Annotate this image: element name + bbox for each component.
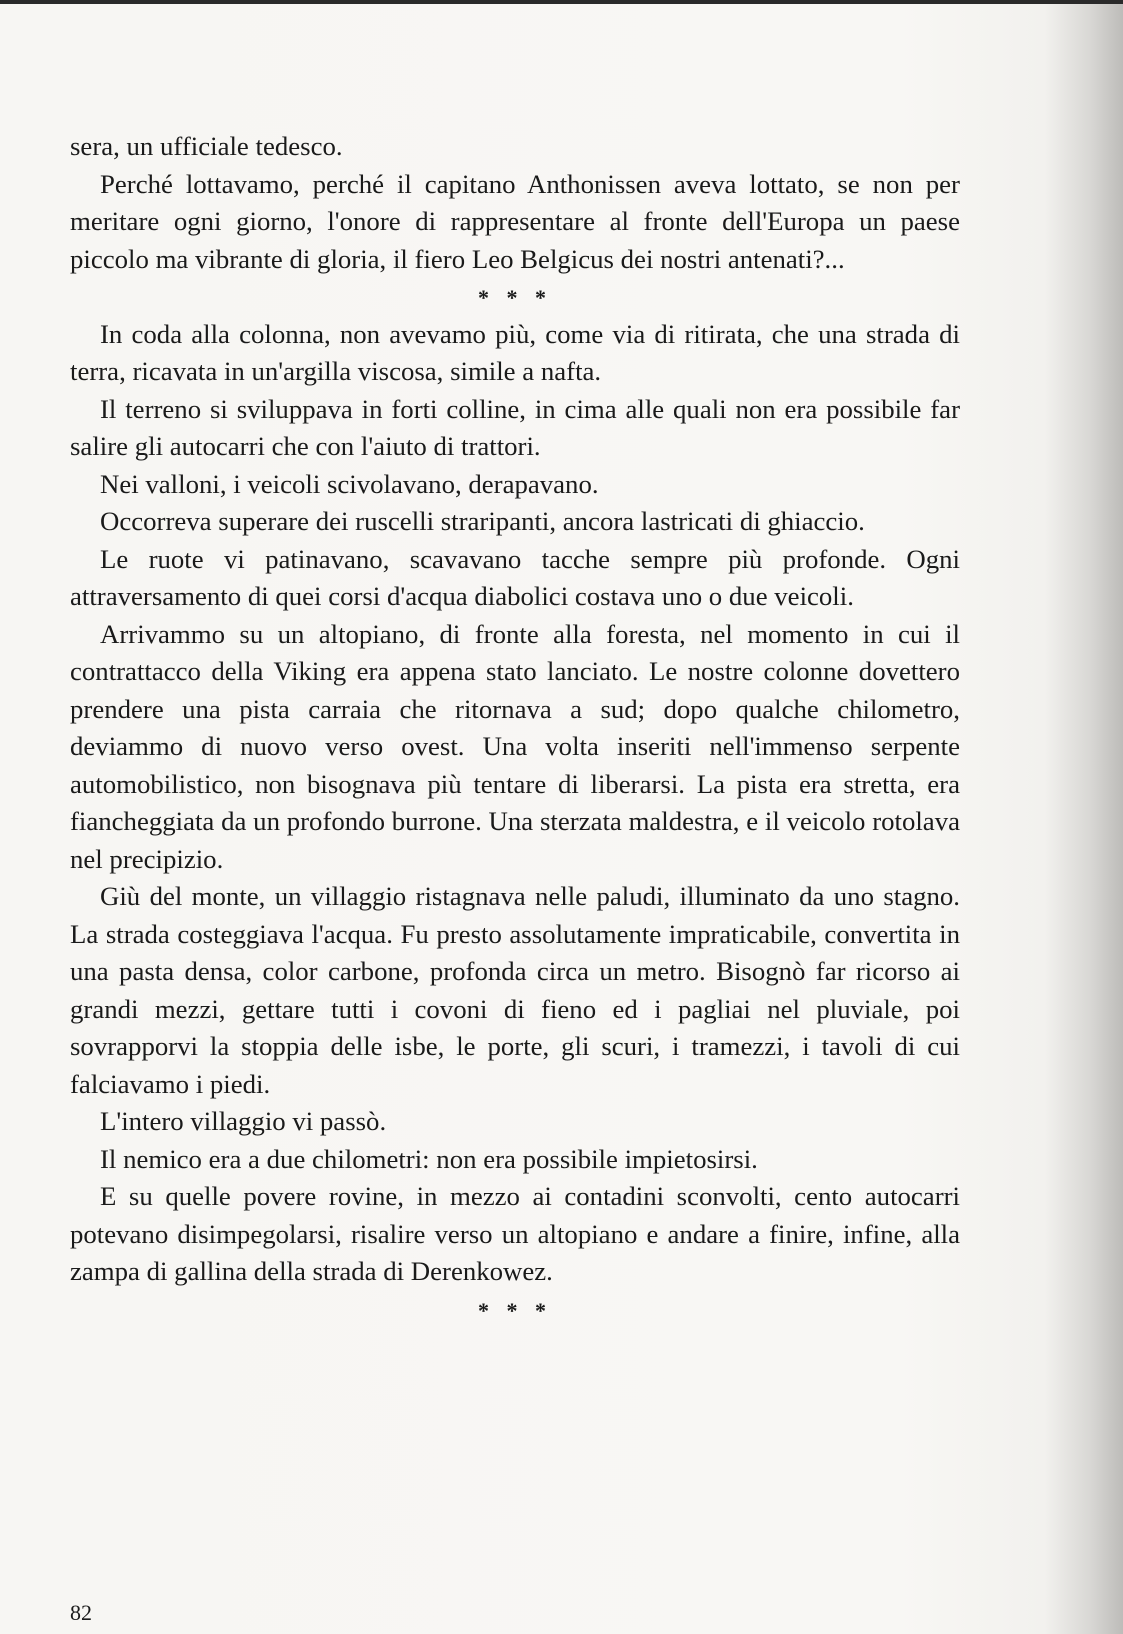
section-separator: * * * [478,1297,552,1323]
paragraph: Perché lottavamo, perché il capitano Anthonissen aveva lottato, se non per meritare ogni giorno, l'onore di rappresentare al fronte dell'Europa un paese piccolo ma vibrante di gloria, il fiero Leo Belgicus dei nostri antenati?... [70,168,960,274]
paragraph: Le ruote vi patinavano, scavavano tacche sempre più profonde. Ogni attraversamento di quei corsi d'acqua diabolici costava uno o due veicoli. [70,543,960,611]
paragraph: Giù del monte, un villaggio ristagnava nelle paludi, illuminato da uno stagno. La strada costeggiava l'acqua. Fu presto assolutamente impraticabile, convertita in una pasta densa, color carbone, profonda circa un metro. Bisognò far ricorso ai grandi mezzi, gettare tutti i covoni di fieno ed i pagliai nel pluviale, poi sovrapporvi la stoppia delle isbe, le porte, gli scuri, i tramezzi, i tavoli di cui falciavamo i piedi. [70,881,960,1099]
paragraph: sera, un ufficiale tedesco. [70,131,343,161]
paragraph: L'intero villaggio vi passò. [100,1106,387,1136]
top-rule [0,0,1123,4]
paragraph: Occorreva superare dei ruscelli straripanti, ancora lastricati di ghiaccio. [100,506,865,536]
paragraph: Nei valloni, i veicoli scivolavano, derapavano. [100,468,599,499]
paragraph: Il terreno si sviluppava in forti colline, in cima alle quali non era possibile far salire gli autocarri che con l'aiuto di trattori. [70,393,960,461]
page-number: 82 [70,1600,92,1625]
paragraph: E su quelle povere rovine, in mezzo ai contadini sconvolti, cento autocarri potevano disimpegolarsi, risalire verso un altopiano e andare a finire, infine, alla zampa di gallina della strada di Derenkowez. [70,1181,960,1286]
paragraph: In coda alla colonna, non avevamo più, come via di ritirata, che una strada di terra, ricavata in un'argilla viscosa, simile a nafta. [70,318,960,386]
paragraph: Arrivammo su un altopiano, di fronte alla foresta, nel momento in cui il contrattacco della Viking era appena stato lanciato. Le nostre colonne dovettero prendere una pista carraia che ritornava a sud; dopo qualche chilometro, deviammo di nuovo verso ovest. Una volta inseriti nell'immenso serpente automobilistico, non bisognava più tentare di liberarsi. La pista era stretta, era fiancheggiata da un profondo burrone. Una sterzata maldestra, e il veicolo rotolava nel precipizio. [70,618,960,874]
body-text [70,128,960,1328]
paragraph: Il nemico era a due chilometri: non era possibile impietosirsi. [100,1143,758,1174]
section-separator: * * * [478,285,552,310]
